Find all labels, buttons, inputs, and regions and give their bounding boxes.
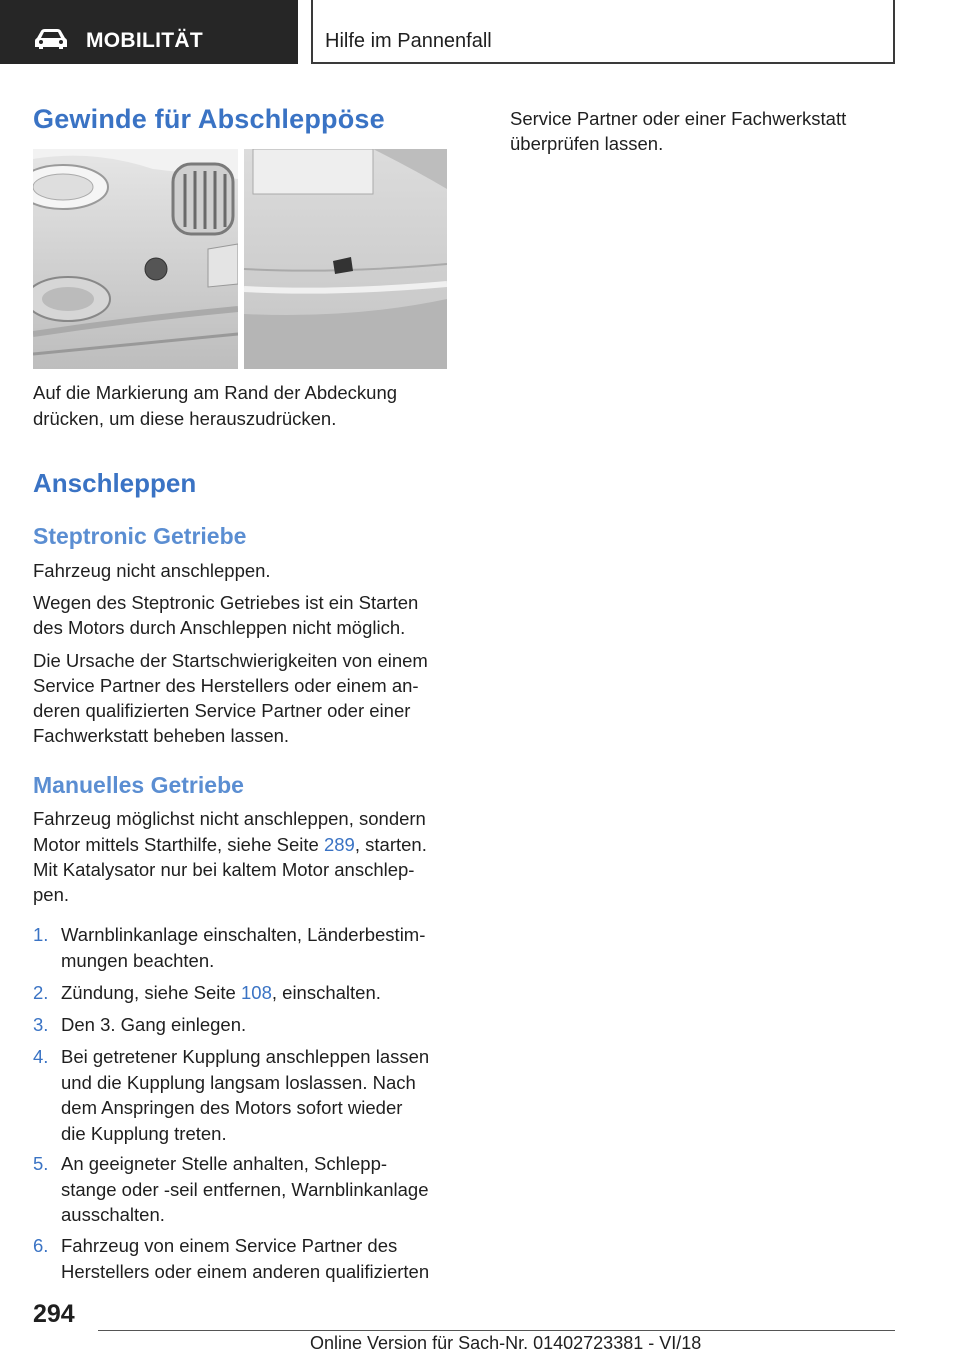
step-number: 2. bbox=[33, 982, 49, 1003]
page-number: 294 bbox=[33, 1300, 75, 1328]
steptronic-text-3d: Fachwerkstatt beheben lassen. bbox=[33, 725, 290, 746]
heading-tow-start: Anschleppen bbox=[33, 468, 197, 498]
steptronic-text-3a: Die Ursache der Startschwierigkeiten von einem bbox=[33, 650, 428, 671]
manual-text-3: Mit Katalysator nur bei kaltem Motor anschlep- bbox=[33, 859, 415, 880]
step-line: ausschalten. bbox=[61, 1204, 165, 1226]
step-text bbox=[61, 1233, 448, 1284]
continuation-line-2: überprüfen lassen. bbox=[510, 133, 664, 154]
step-text: Den 3. Gang einlegen. bbox=[61, 1014, 247, 1035]
chapter-header bbox=[311, 0, 895, 64]
step-number: 5. bbox=[33, 1153, 49, 1174]
steptronic-text-2a: Wegen des Steptronic Getriebes ist ein Starten bbox=[33, 592, 419, 613]
bumper-illustration bbox=[33, 149, 447, 369]
continuation-line-1: Service Partner oder einer Fachwerkstatt bbox=[510, 108, 847, 129]
step-line: Warnblinkanlage einschalten, Länderbestim- bbox=[61, 924, 426, 945]
section-title: MOBILITÄT bbox=[86, 29, 204, 52]
step-line: An geeigneter Stelle anhalten, Schlepp- bbox=[61, 1153, 388, 1174]
manual-text-2-post: , starten. bbox=[354, 834, 427, 855]
heading-tow-eye-thread: Gewinde für Abschleppöse bbox=[33, 104, 385, 134]
chapter-title: Hilfe im Pannenfall bbox=[325, 30, 492, 52]
page-link-108[interactable]: 108 bbox=[241, 982, 272, 1003]
section-tab[interactable] bbox=[0, 0, 298, 64]
step-line: mungen beachten. bbox=[61, 949, 215, 971]
step-number: 6. bbox=[33, 1235, 49, 1256]
steptronic-text-3c: deren qualifizierten Service Partner oder einer bbox=[33, 700, 411, 721]
manual-text-2 bbox=[33, 832, 445, 858]
step-line: dem Anspringen des Motors sofort wieder bbox=[61, 1097, 403, 1119]
step-line: Herstellers oder einem anderen qualifizierten bbox=[61, 1260, 430, 1282]
step-number: 3. bbox=[33, 1014, 49, 1035]
step-number: 4. bbox=[33, 1046, 49, 1067]
manual-text-4: pen. bbox=[33, 884, 70, 905]
subheading-manual: Manuelles Getriebe bbox=[33, 772, 244, 798]
steptronic-text-1: Fahrzeug nicht anschleppen. bbox=[33, 560, 271, 581]
step-text bbox=[61, 980, 448, 1006]
step-number: 1. bbox=[33, 924, 49, 945]
caption-line-1: Auf die Markierung am Rand der Abdeckung bbox=[33, 382, 398, 403]
steptronic-text-3b: Service Partner des Herstellers oder einem an- bbox=[33, 675, 419, 696]
steptronic-text-2b: des Motors durch Anschleppen nicht möglich. bbox=[33, 617, 406, 638]
step-text-pre: Zündung, siehe Seite bbox=[61, 982, 241, 1003]
step-line: Bei getretener Kupplung anschleppen lassen bbox=[61, 1046, 430, 1067]
step-line: Fahrzeug von einem Service Partner des bbox=[61, 1235, 398, 1256]
step-line: stange oder -seil entfernen, Warnblinkanlage bbox=[61, 1178, 429, 1200]
manual-text-2-pre: Motor mittels Starthilfe, siehe Seite bbox=[33, 834, 324, 855]
step-text bbox=[61, 922, 448, 973]
page-link-289[interactable]: 289 bbox=[323, 834, 355, 855]
step-text bbox=[61, 1151, 448, 1228]
car-icon bbox=[34, 28, 68, 50]
caption-line-2: drücken, um diese herauszudrücken. bbox=[33, 408, 337, 429]
subheading-steptronic: Steptronic Getriebe bbox=[33, 523, 247, 549]
step-text bbox=[61, 1044, 448, 1146]
step-line: die Kupplung treten. bbox=[61, 1122, 227, 1144]
manual-text-1: Fahrzeug möglichst nicht anschleppen, sondern bbox=[33, 808, 426, 829]
step-text-post: , einschalten. bbox=[271, 982, 381, 1003]
footer-version: Online Version für Sach-Nr. 01402723381 - VI/18 bbox=[310, 1333, 702, 1353]
step-line: und die Kupplung langsam loslassen. Nach bbox=[61, 1071, 416, 1093]
footer-divider bbox=[98, 1330, 895, 1331]
